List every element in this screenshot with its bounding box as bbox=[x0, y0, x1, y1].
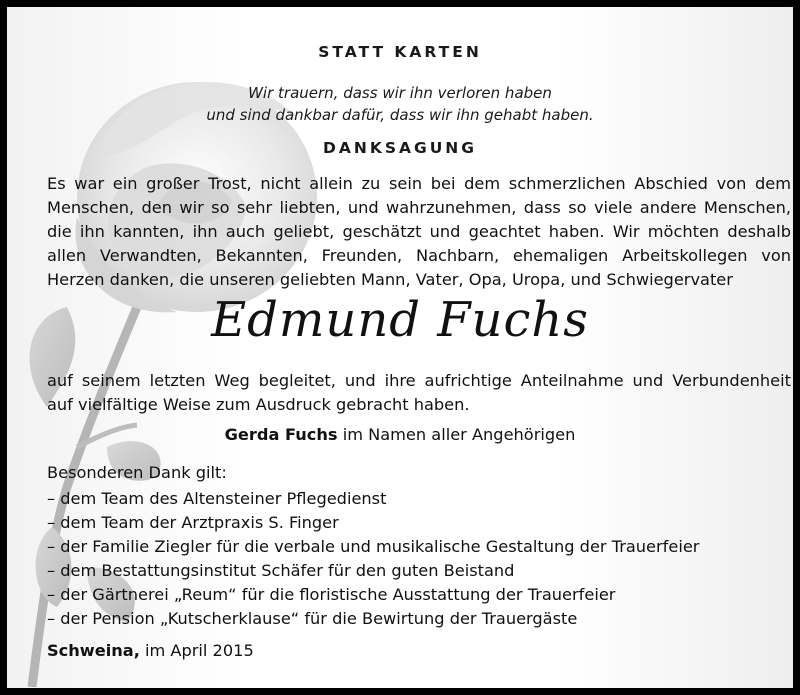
body-line-2: Menschen, den wir so sehr liebten, und wahrzunehmen, dass so viele andere Menschen, bbox=[47, 198, 791, 217]
thanks-item: – dem Bestattungsinstitut Schäfer für den guten Beistand bbox=[47, 561, 515, 580]
body-line-1: Es war ein großer Trost, nicht allein zu sein bei dem schmerzlichen Abschied von dem bbox=[47, 174, 791, 193]
after-name-line-1: auf seinem letzten Weg begleitet, und ihre aufrichtige Anteilnahme und Verbundenheit bbox=[47, 371, 791, 390]
notice-content bbox=[7, 7, 793, 688]
special-thanks-heading: Besonderen Dank gilt: bbox=[47, 463, 227, 482]
signature-name: Gerda Fuchs bbox=[224, 425, 338, 444]
quote-line-1: Wir trauern, dass wir ihn verloren haben bbox=[248, 84, 552, 102]
signature bbox=[7, 425, 793, 444]
signature-rest: im Namen aller Angehörigen bbox=[337, 425, 576, 444]
body-line-4: allen Verwandten, Bekannten, Freunden, Nachbarn, ehemaligen Arbeitskollegen von bbox=[47, 246, 791, 265]
thanks-item: – der Pension „Kutscherklause“ für die Bewirtung der Trauergäste bbox=[47, 609, 578, 628]
thanks-item: – der Gärtnerei „Reum“ für die floristische Ausstattung der Trauerfeier bbox=[47, 585, 616, 604]
place-date bbox=[47, 641, 791, 660]
danksagung-heading: DANKSAGUNG bbox=[322, 139, 477, 157]
place: Schweina, bbox=[47, 641, 140, 660]
thanks-item: – dem Team des Altensteiner Pflegedienst bbox=[47, 489, 387, 508]
body-line-5: Herzen danken, die unseren geliebten Mann, Vater, Opa, Uropa, und Schwiegervater bbox=[47, 270, 733, 289]
after-name-line-2: auf vielfältige Weise zum Ausdruck gebracht haben. bbox=[47, 395, 470, 414]
date: im April 2015 bbox=[139, 641, 254, 660]
thanks-item: – dem Team der Arztpraxis S. Finger bbox=[47, 513, 339, 532]
statt-karten-heading: STATT KARTEN bbox=[318, 43, 482, 61]
body-line-3: die ihn kannten, ihn auch geliebt, geschätzt und geachtet haben. Wir möchten deshalb bbox=[47, 222, 791, 241]
thanks-item: – der Familie Ziegler für die verbale und musikalische Gestaltung der Trauerfeier bbox=[47, 537, 700, 556]
deceased-name: Edmund Fuchs bbox=[211, 292, 589, 348]
quote-line-2: und sind dankbar dafür, dass wir ihn gehabt haben. bbox=[206, 106, 594, 124]
